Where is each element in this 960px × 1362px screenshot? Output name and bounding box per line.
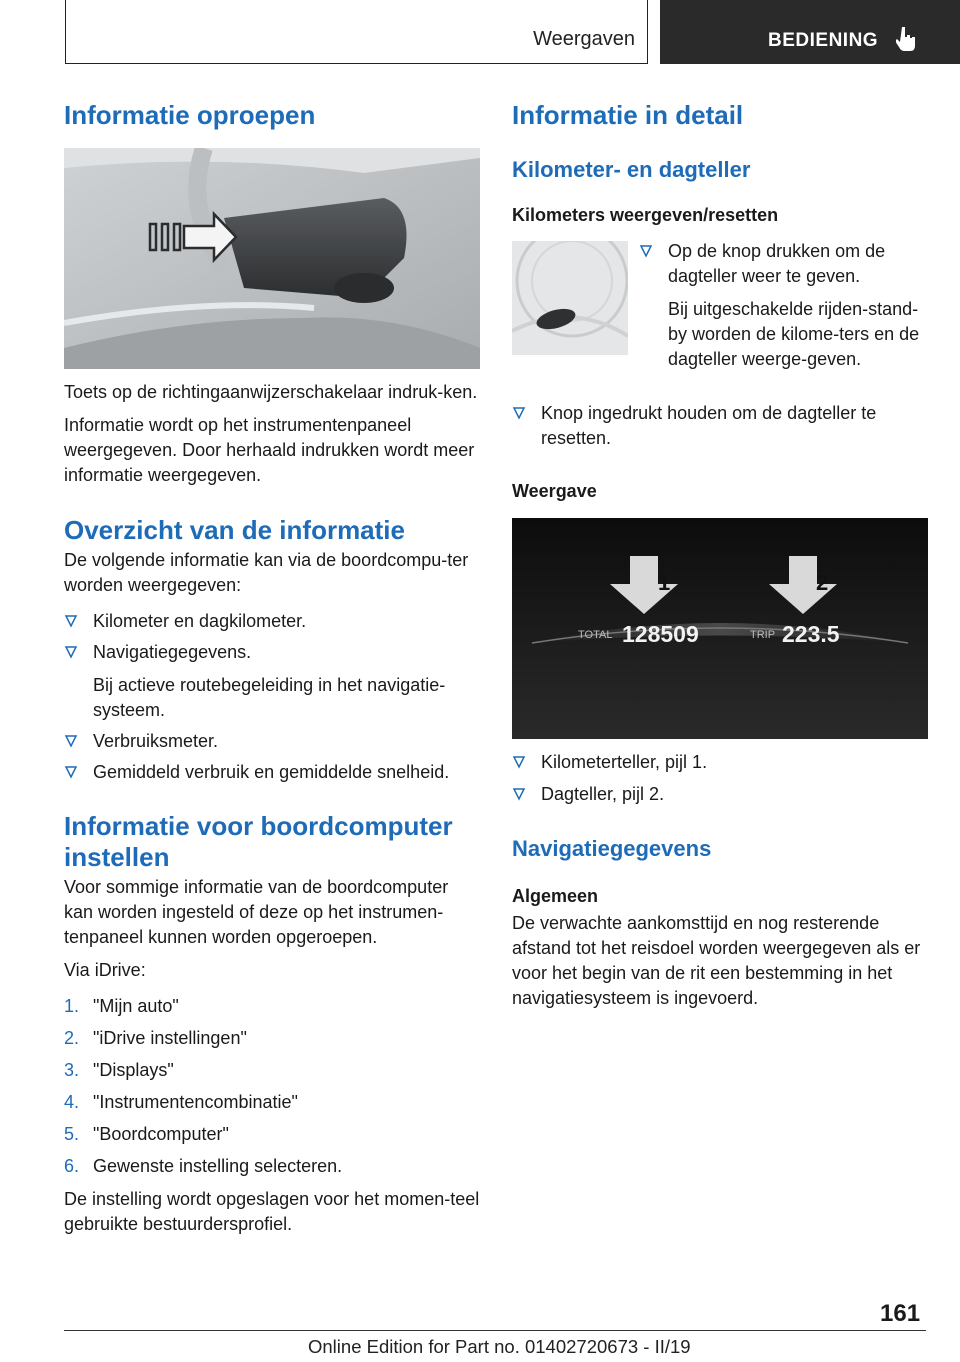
header-chapter-box: [660, 0, 960, 64]
arrow-1-label: 1: [658, 570, 671, 595]
right-column: [512, 100, 930, 1011]
heading-instellen: Informatie voor boordcomputer instellen: [64, 811, 453, 872]
header-section-box: [65, 0, 648, 64]
heading-informatie-detail: Informatie in detail: [512, 100, 744, 130]
trip-label: TRIP: [750, 629, 776, 641]
steps-list: [64, 994, 482, 1179]
bullet-with-figure: [512, 239, 930, 394]
total-value: 128509: [622, 621, 699, 647]
arrow-2-label: 2: [816, 570, 829, 595]
para-toets: Toets op de richtingaanwijzerschakelaar indruk-ken.: [64, 382, 478, 402]
overview-list: [64, 609, 482, 785]
list-item: Knop ingedrukt houden om de dagteller te resetten.: [512, 401, 930, 451]
heading-overzicht: Overzicht van de informatie: [64, 515, 405, 545]
step-item: 3. "Displays": [64, 1060, 174, 1080]
list-sub-text: Bij actieve routebegeleiding in het navigatie-systeem.: [93, 675, 446, 720]
list-item: Gemiddeld verbruik en gemiddelde snelheid.: [64, 760, 482, 785]
total-label: TOTAL: [578, 629, 613, 641]
list-item: Kilometerteller, pijl 1.: [512, 750, 930, 775]
heading-informatie-oproepen: Informatie oproepen: [64, 100, 316, 130]
step-item: 1. "Mijn auto": [64, 996, 179, 1016]
pointing-hand-icon: [896, 26, 918, 52]
heading-navigatie: Navigatiegegevens: [512, 836, 712, 861]
triangle-bullet-icon: [512, 755, 526, 769]
triangle-bullet-icon: [512, 787, 526, 801]
heading-weergeven-resetten: Kilometers weergeven/resetten: [512, 205, 779, 225]
section-title: Weergaven: [533, 28, 635, 50]
para-slot: De instelling wordt opgeslagen voor het momen-teel gebruikte bestuurdersprofiel.: [64, 1189, 480, 1234]
figure-reset-button: [512, 241, 628, 355]
page-number: 161: [880, 1300, 921, 1327]
triangle-bullet-icon: [512, 406, 526, 420]
left-column: [64, 100, 482, 1237]
para-via: Via iDrive:: [64, 960, 146, 980]
heading-weergave: Weergave: [512, 481, 597, 501]
list-sub-text: Bij uitgeschakelde rijden-stand-by worden de kilome-ters en de dagteller weerge-geven.: [668, 299, 920, 369]
step-item: 2. "iDrive instellingen": [64, 1028, 247, 1048]
para-informatie: Informatie wordt op het instrumentenpaneel weergegeven. Door herhaald indrukken wordt meer informatie weergegeven.: [64, 415, 475, 485]
footer-divider: [64, 1330, 926, 1331]
step-item: 6. Gewenste instelling selecteren.: [64, 1156, 343, 1176]
list-item: Op de knop drukken om de dagteller weer te geven. Bij uitgeschakelde rijden-stand-by worden de kilome-ters en de dagteller weerge-geven.: [639, 239, 929, 372]
trip-value: 223.5: [782, 621, 840, 647]
step-item: 5. "Boordcomputer": [64, 1124, 229, 1144]
para-navigatie: De verwachte aankomsttijd en nog resterende afstand tot het reisdoel worden weergegeven als er voor het begin van de rit een bestemming in het navigatiesysteem is ingevoerd.: [512, 913, 921, 1008]
triangle-bullet-icon: [64, 645, 78, 659]
chapter-title: BEDIENING: [768, 30, 879, 51]
reset-hold-list: [512, 401, 930, 451]
list-item: Kilometer en dagkilometer.: [64, 609, 482, 634]
para-sommige: Voor sommige informatie van de boordcomputer kan worden ingesteld of deze op het instrumen-tenpaneel kunnen worden opgeroepen.: [64, 877, 449, 947]
heading-teller: Kilometer- en dagteller: [512, 157, 751, 182]
triangle-bullet-icon: [639, 244, 653, 258]
display-list: [512, 750, 930, 807]
para-volgende: De volgende informatie kan via de boordcompu-ter worden weergegeven:: [64, 550, 469, 595]
triangle-bullet-icon: [64, 614, 78, 628]
figure-odometer-display: [512, 518, 928, 739]
list-item: Dagteller, pijl 2.: [512, 782, 930, 807]
step-item: 4. "Instrumentencombinatie": [64, 1092, 298, 1112]
list-item: Verbruiksmeter.: [64, 729, 482, 754]
reset-bullet-list: [639, 239, 929, 372]
list-item: Navigatiegegevens. Bij actieve routebegeleiding in het navigatie-systeem.: [64, 640, 482, 723]
figure-turn-signal-lever: [64, 148, 480, 369]
heading-algemeen: Algemeen: [512, 886, 599, 906]
footer-edition: Online Edition for Part no. 01402720673 - II/19: [308, 1336, 691, 1357]
triangle-bullet-icon: [64, 765, 78, 779]
triangle-bullet-icon: [64, 734, 78, 748]
